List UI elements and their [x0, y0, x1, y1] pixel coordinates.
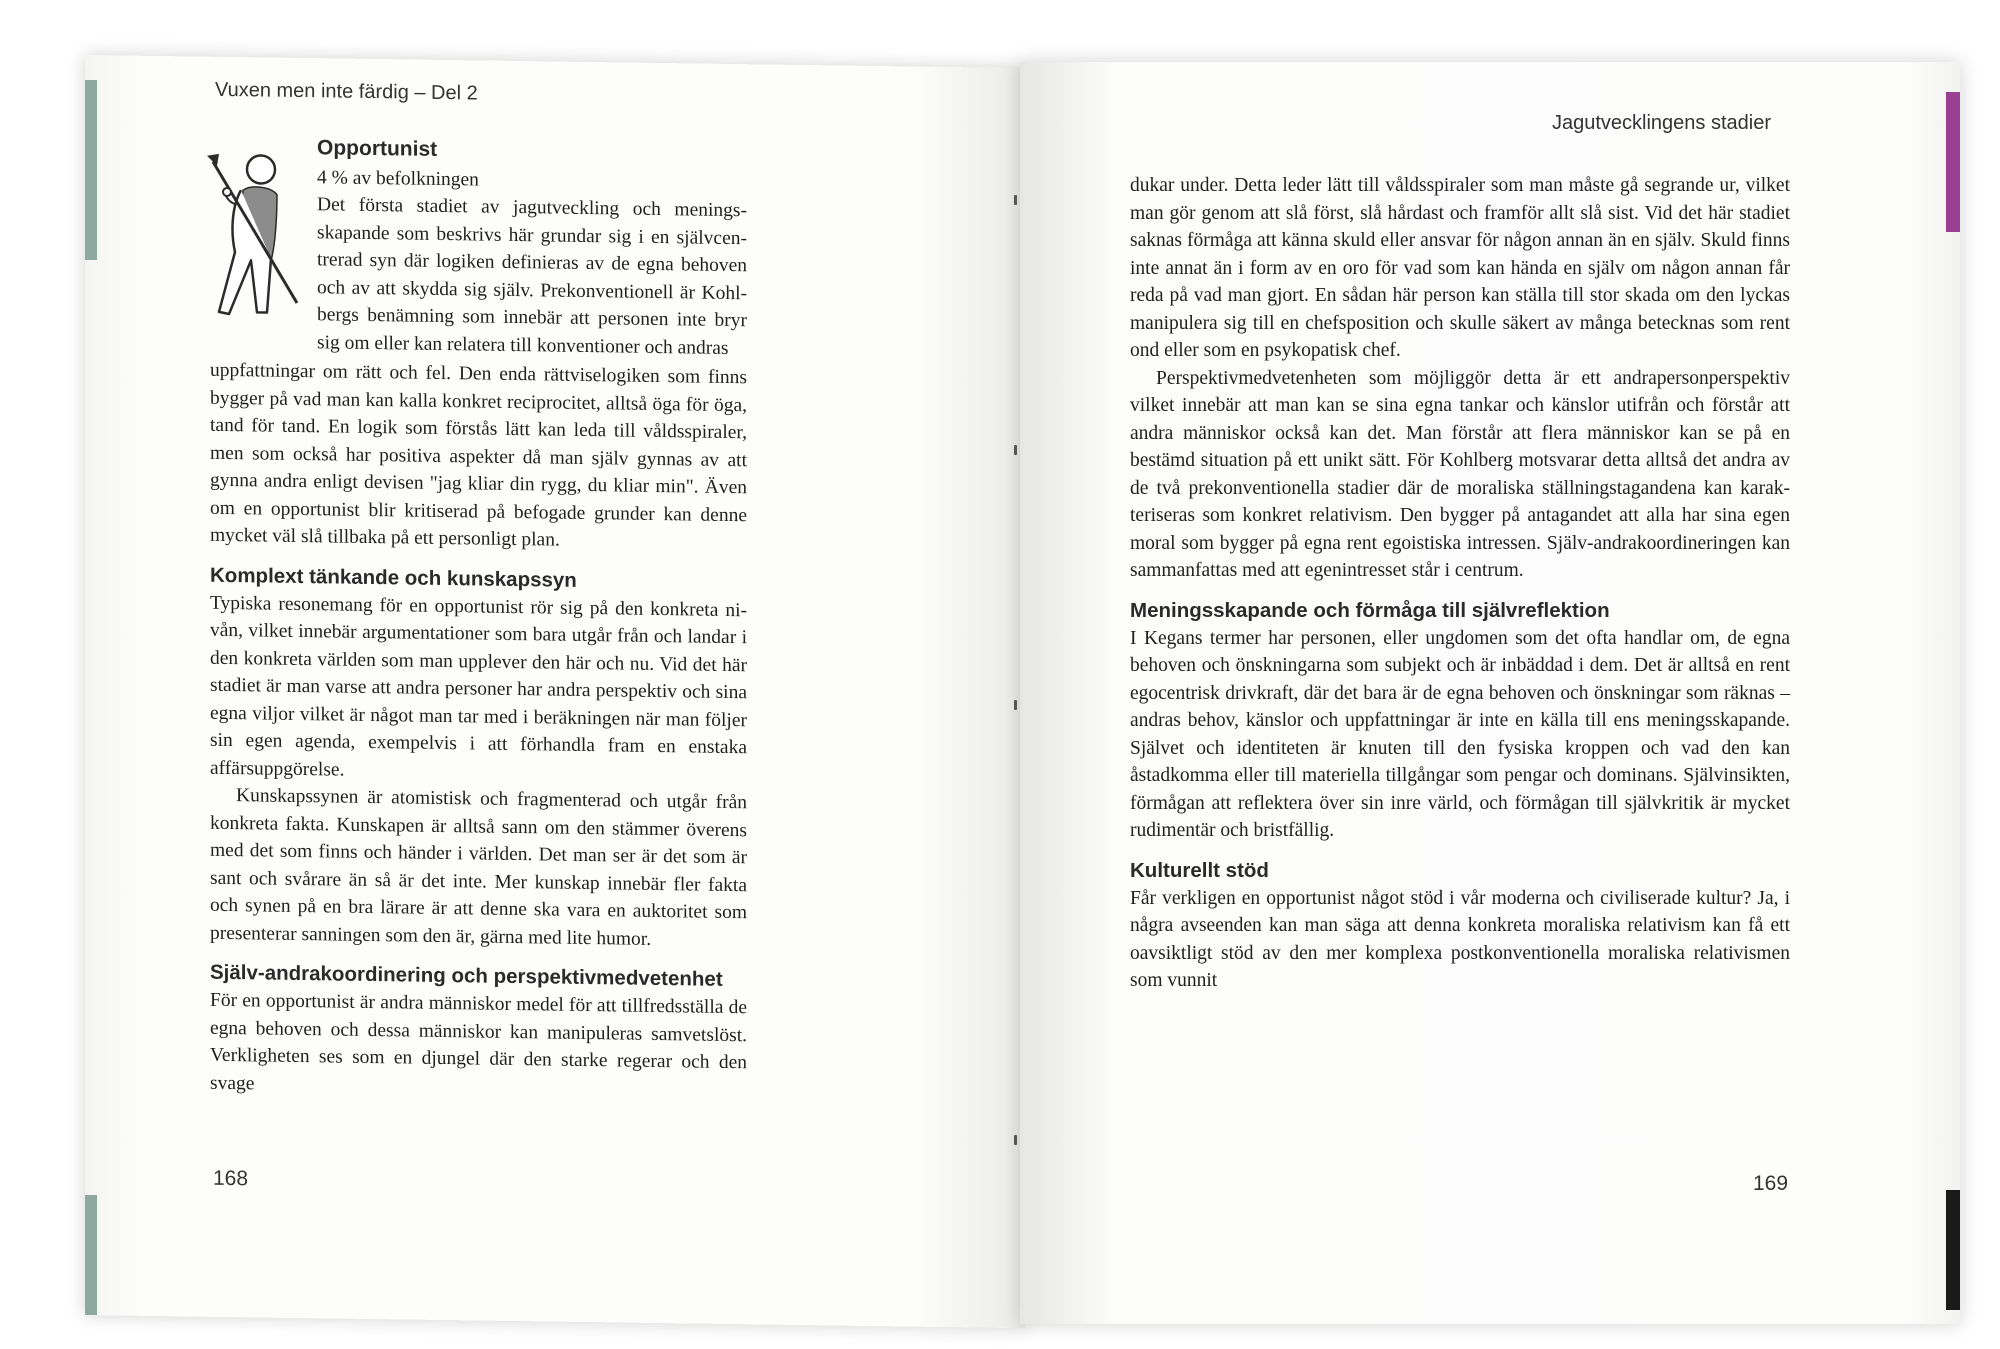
- section-title: Opportunist: [317, 136, 438, 161]
- paragraph-continued: dukar under. Detta leder lätt till våldsspiraler som man måste gå segrande ur, vilket man gör genom att slå först, slå hårdast och framför allt slå sist. Vid det här stadiet saknas förmåga att känna skuld eller ansvar för någon annan än en själv. Skuld finns inte annat än i form av en oro för vad som kan hända en själv om någon annan får reda på vad man gjort. En sådan här person kan ställa till stor skada om den lyckas manipulera sig till en chefsposition och skulle säkert av många betecknas som rent ond eller som en psykopatisk chef.: [1130, 175, 1790, 361]
- paragraph-perspective: Perspektivmedvetenheten som möjliggör detta är ett andrapersonperspektiv vilket innebär att man kan se sina egna tankar och känslor utifrån och förstår att andra människor också kan det. Man förstår att flera människor kan se på en bestämd situation på ett unikt sätt. För Kohlberg motsvarar detta alltså det andra av de två prekonventionella stadier där de moraliska ställningstagandena kan karakteriseras som konkret relativism. Den bygger på antagandet att alla har sina egen moral som bygger på egna rent egoistiska intressen. Själv-andrakoordineringen kan sammanfattas med att egenintresset står i centrum.: [1130, 367, 1790, 581]
- paragraph-self-other: För en opportunist är andra människor medel för att tillfredsställa de egna behoven och dessa människor kan manipuleras samvetslöst. Verkligheten ses som en djungel där den starke regerar och den svage: [210, 989, 747, 1094]
- right-edge-thumb-tab-top: [1946, 92, 1960, 232]
- opportunist-figure-icon: [205, 152, 310, 323]
- binding-stitch: [1014, 195, 1017, 205]
- left-edge-thumb-tab-top: [85, 80, 97, 260]
- paragraph-complex-thinking: Typiska resonemang för en opportunist rör sig på den konkreta nivån, vilket innebär argumentationer som bara utgår från och landar i den konkreta världen som man upplever den här och nu. Vid det här stadiet är man varse att andra personer har andra perspektiv och sina egna viljor vilket är något man tar med i beräkningen när man följer sin egen agenda, exempelvis i att förhandla fram en enstaka affärsuppgörelse.: [210, 592, 747, 781]
- left-running-header: Vuxen men inte färdig – Del 2: [215, 78, 478, 105]
- heading-meaning-making: Meningsskapande och förmåga till självreflektion: [1130, 598, 1610, 622]
- left-page-number: 168: [213, 1166, 249, 1191]
- opportunist-intro: [317, 136, 747, 362]
- paragraph-knowledge-view: Kunskapssynen är atomistisk och fragmenterad och utgår från konkreta fakta. Kunskapen är alltså sann om den stämmer överens med det som finns och händer i världen. Det man ser är det som är sant och svårare än så är det inte. Mer kunskap innebär fler fakta och synen på en bra lärare är att denne ska vara en auktoritet som presenterar sanningen som den är, gärna med lite humor.: [210, 785, 747, 950]
- right-page-number: 169: [1753, 1172, 1789, 1195]
- left-main-text: [210, 357, 747, 1104]
- heading-self-other: Själv-andrakoordinering och perspektivmedvetenhet: [210, 960, 723, 991]
- left-page: [85, 55, 1025, 1328]
- heading-complex-thinking: Komplext tänkande och kunskapssyn: [210, 563, 577, 592]
- binding-stitch: [1014, 700, 1017, 710]
- right-running-header: Jagutvecklingens stadier: [1552, 112, 1772, 134]
- right-main-text: [1130, 172, 1790, 995]
- heading-cultural-support: Kulturellt stöd: [1130, 858, 1269, 882]
- paragraph-meaning-making: I Kegans termer har personen, eller ungdomen som det ofta handlar om, de egna behoven och önskningarna som subjekt och är inbäddad i dem. Det är alltså en rent egocentrisk drivkraft, där det bara är de egna behoven och önskningar som räknas – andras behov, känslor och uppfattningar är inte en källa till ens meningsskapande. Självet och identiteten är knuten till den fysiska kroppen och vad den kan åstadkomma eller till materiella tillgångar som pengar och dominans. Självinsikten, förmågan att reflektera över sin inre värld, och förmågan till självkritik är mycket rudimentär och bristfällig.: [1130, 627, 1790, 841]
- intro-wrapped-text: Det första stadiet av jagutveckling och meningsskapande som beskrivs här grundar sig i en självcentrerad syn där logiken definieras av de egna behoven och av att skydda sig själv. Prekonventionell är Kohlbergs benämning som innebär att personen inte bryr sig om eller kan relatera till konventioner och andras: [317, 194, 747, 359]
- population-share: 4 % av befolkningen: [317, 167, 479, 191]
- right-page: [1020, 62, 1960, 1324]
- paragraph-cultural-support: Får verkligen en opportunist något stöd i vår moderna och civiliserade kultur? Ja, i några avseenden kan man säga att denna konkreta moraliska relativism kan få ett oavsiktligt stöd av den mer komplexa postkonventionella moraliska relativismen som vunnit: [1130, 887, 1790, 991]
- binding-stitch: [1014, 445, 1017, 455]
- intro-continued: uppfattningar om rätt och fel. Den enda rättviselogiken som finns bygger på vad man kan kalla konkret reciprocitet, alltså öga för öga, tand för tand. En logik som förstås lätt kan leda till våldsspiraler, men som också har positiva aspekter då man själv gynnas av att gynna andra enligt devisen "jag kliar din rygg, du kliar min". Även om en opportunist blir kritiserad på befogade grunder kan denne mycket väl slå tillbaka på ett personligt plan.: [210, 359, 747, 551]
- right-edge-thumb-tab-bottom: [1946, 1190, 1960, 1310]
- left-edge-thumb-tab-bottom: [85, 1195, 97, 1315]
- binding-stitch: [1014, 1135, 1017, 1145]
